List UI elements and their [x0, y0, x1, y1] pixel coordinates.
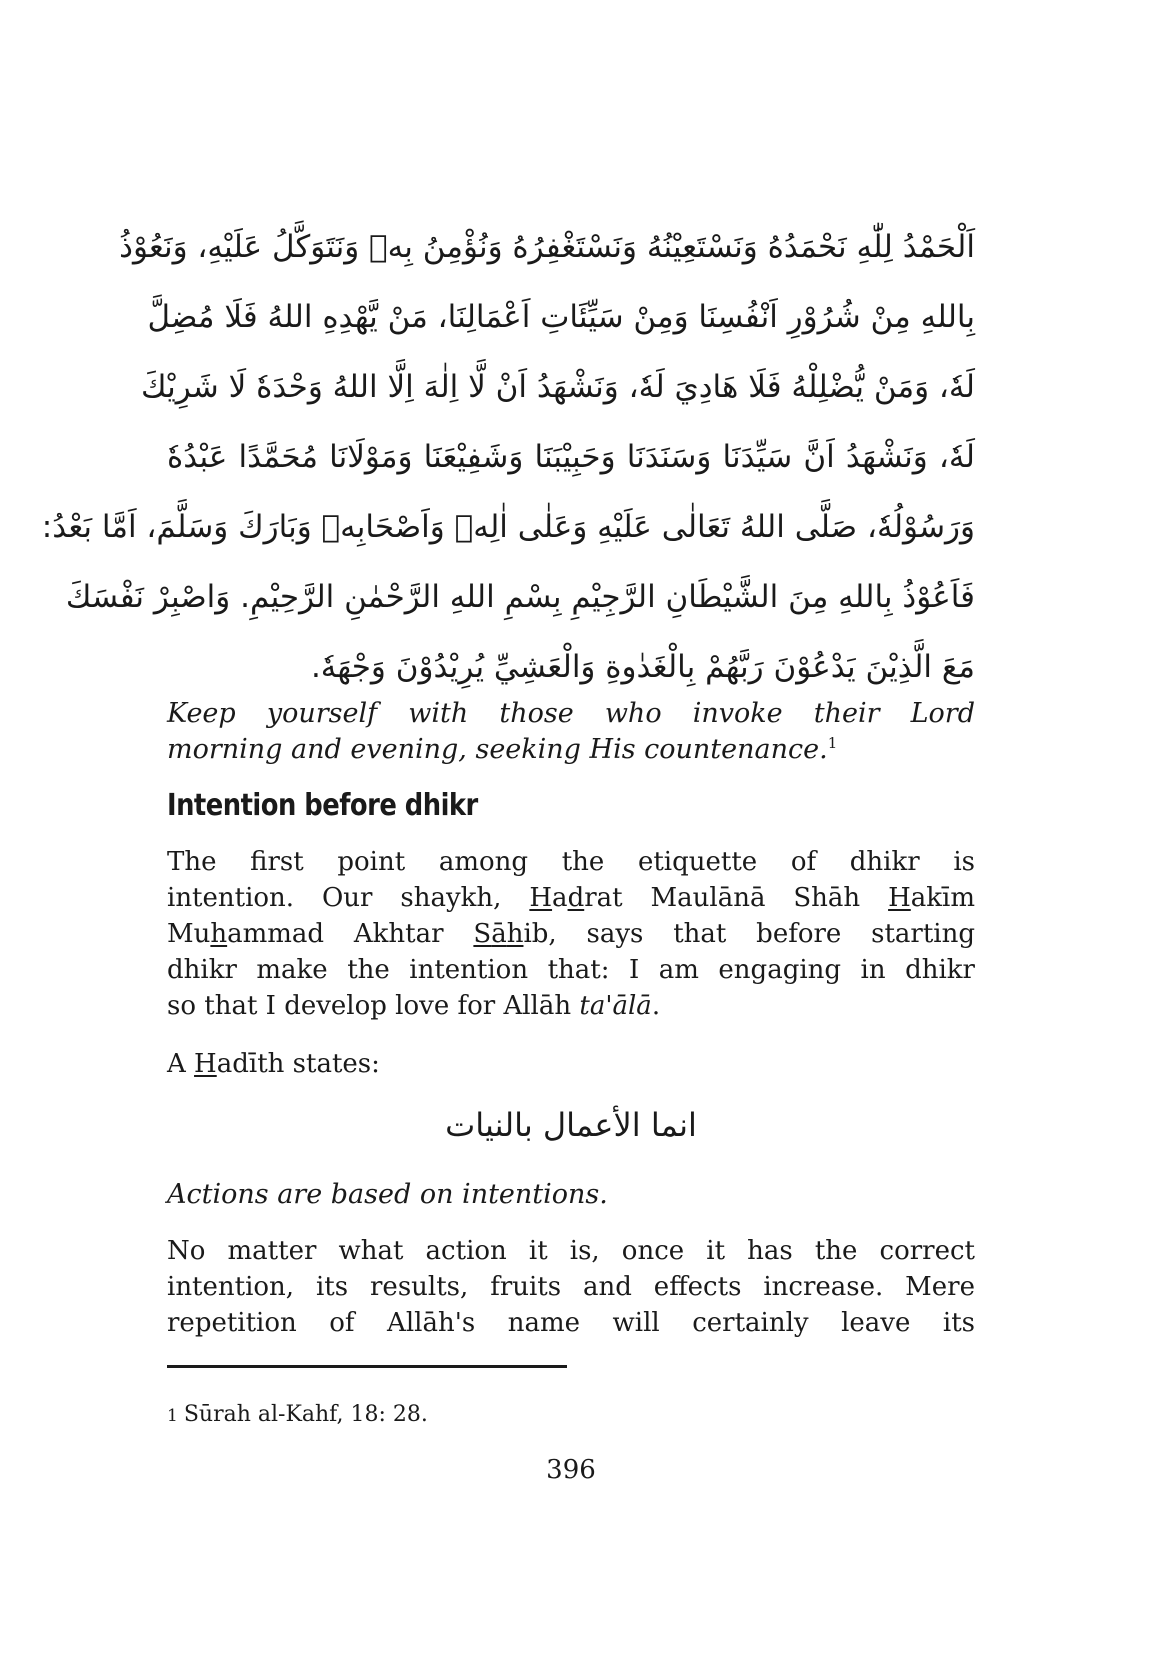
- italic-text: ta'ālā: [579, 991, 652, 1021]
- text-run: .: [651, 991, 661, 1021]
- arabic-line-1: اَلْحَمْدُ لِلّٰهِ نَحْمَدُهُ وَنَسْتَعِيْنُهُ وَنَسْتَغْفِرُهُ وَنُؤْمِنُ بِهٖ وَنَتَوَكَّلُ عَلَيْهِ، وَنَعُوْذُ: [119, 229, 975, 265]
- underlined-letter: ā: [491, 919, 507, 949]
- text-run: ib, says that before starting: [523, 919, 976, 949]
- text-run: akīm: [910, 883, 975, 913]
- paragraph-line: [167, 988, 975, 1024]
- hadith-arabic: انما الأعمال بالنيات: [445, 1106, 697, 1144]
- paragraph-action: [167, 1233, 975, 1341]
- paragraph-line: dhikr make the intention that: I am engaging in dhikr: [167, 955, 975, 985]
- text-run: a: [552, 883, 568, 913]
- text-run: rat Maulānā Shāh: [584, 883, 889, 913]
- paragraph-line: intention, its results, fruits and effects increase. Mere: [167, 1272, 975, 1302]
- arabic-line-3: لَهٗ، وَمَنْ يُّضْلِلْهُ فَلَا هَادِيَ لَهٗ، وَنَشْهَدُ اَنْ لَّا اِلٰهَ اِلَّا اللهُ وَحْدَهٗ لَا شَرِيْكَ: [140, 369, 975, 405]
- arabic-line-6: فَاَعُوْذُ بِاللهِ مِنَ الشَّيْطَانِ الرَّجِيْمِ بِسْمِ اللهِ الرَّحْمٰنِ الرَّحِيْمِ. وَاصْبِرْ نَفْسَكَ: [65, 579, 975, 615]
- underlined-letter: h: [506, 919, 524, 949]
- underlined-letter: H: [194, 1049, 217, 1079]
- verse-translation-line-1: Keep yourself with those who invoke their Lord: [167, 698, 975, 729]
- text-run: so that I develop love for Allāh: [167, 991, 580, 1021]
- arabic-line-4: لَهٗ، وَنَشْهَدُ اَنَّ سَيِّدَنَا وَسَنَدَنَا وَحَبِيْبَنَا وَشَفِيْعَنَا وَمَوْلَانَا مُحَمَّدًا عَبْدُهٗ: [167, 439, 975, 475]
- paragraph-line: [167, 1046, 975, 1082]
- paragraph-line: repetition of Allāh's name will certainly leave its: [167, 1308, 975, 1338]
- text-run: intention. Our shaykh,: [167, 883, 530, 913]
- arabic-opening-supplication: [41, 212, 975, 702]
- footnote-divider: [167, 1365, 567, 1368]
- book-page: [41, 0, 976, 1653]
- footnote-number: 1: [167, 1406, 178, 1426]
- arabic-line-2: بِاللهِ مِنْ شُرُوْرِ اَنْفُسِنَا وَمِنْ سَيِّئَاتِ اَعْمَالِنَا، مَنْ يَّهْدِهِ اللهُ فَلَا مُضِلَّ: [147, 299, 975, 335]
- hadith-translation: Actions are based on intentions.: [167, 1179, 608, 1210]
- footnote-reference[interactable]: 1: [827, 734, 838, 752]
- page-number: 396: [546, 1455, 596, 1485]
- verse-translation-line-2-text: morning and evening, seeking His countenance.: [167, 734, 828, 765]
- underlined-letter: S: [473, 919, 492, 949]
- text-run: ammad Akhtar: [227, 919, 474, 949]
- hadith-intro: [167, 1046, 975, 1082]
- paragraph-line: No matter what action it is, once it has the correct: [167, 1236, 975, 1266]
- verse-translation: [167, 696, 975, 768]
- text-run: Mu: [167, 919, 211, 949]
- paragraph-line: The first point among the etiquette of dhikr is: [167, 847, 975, 877]
- verse-translation-line-2: [167, 732, 975, 768]
- footnote-text: Sūrah al-Kahf, 18: 28.: [183, 1402, 428, 1427]
- paragraph-intention: [167, 844, 975, 1024]
- paragraph-line: [167, 880, 975, 916]
- underlined-letter: H: [888, 883, 911, 913]
- underlined-letter: d: [567, 883, 585, 913]
- arabic-line-5: وَرَسُوْلُهٗ، صَلَّى اللهُ تَعَالٰى عَلَيْهِ وَعَلٰى اٰلِهٖ وَاَصْحَابِهٖ وَبَارَكَ وَسَلَّمَ، اَمَّا بَعْدُ:: [41, 509, 975, 545]
- text-run: A: [167, 1049, 195, 1079]
- text-run: adīth states:: [216, 1049, 380, 1079]
- section-heading: Intention before dhikr: [167, 788, 478, 823]
- arabic-line-7: مَعَ الَّذِيْنَ يَدْعُوْنَ رَبَّهُمْ بِالْغَدٰوةِ وَالْعَشِيِّ يُرِيْدُوْنَ وَجْهَهٗ.: [310, 649, 975, 685]
- underlined-letter: h: [210, 919, 228, 949]
- footnote: [167, 1400, 428, 1431]
- paragraph-line: [167, 916, 975, 952]
- underlined-letter: H: [529, 883, 553, 913]
